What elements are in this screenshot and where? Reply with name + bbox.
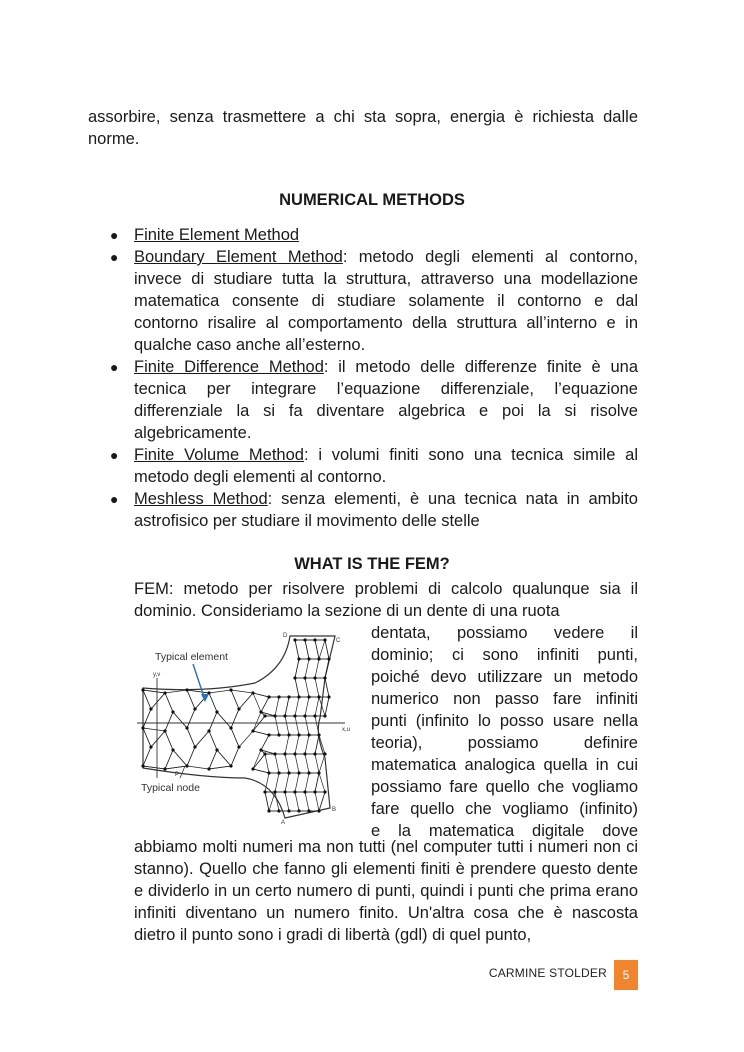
mesh-node bbox=[263, 752, 266, 755]
mesh-edge bbox=[285, 697, 289, 716]
mesh-node bbox=[297, 809, 300, 812]
mesh-edge bbox=[295, 735, 299, 754]
mesh-edge bbox=[209, 750, 217, 769]
mesh-edge bbox=[187, 690, 209, 693]
mesh-edge bbox=[315, 773, 319, 792]
label-x-axis: x,u bbox=[342, 727, 351, 733]
mesh-node bbox=[277, 771, 280, 774]
mesh-edge bbox=[325, 659, 329, 678]
mesh-edge bbox=[253, 769, 269, 773]
mesh-node bbox=[267, 771, 270, 774]
mesh-node bbox=[251, 729, 254, 732]
wrap-line: teoria), possiamo definire bbox=[371, 734, 638, 752]
method-term: Finite Element Method bbox=[134, 226, 300, 244]
mesh-node bbox=[267, 733, 270, 736]
mesh-node bbox=[273, 714, 276, 717]
mesh-node bbox=[259, 710, 262, 713]
mesh-edge bbox=[217, 750, 231, 766]
mesh-edge bbox=[305, 640, 309, 659]
wrap-line: numerico non passo fare infiniti bbox=[371, 690, 638, 708]
mesh-node bbox=[171, 748, 174, 751]
mesh-edge bbox=[275, 773, 279, 792]
fem-wrap-text bbox=[371, 622, 638, 842]
mesh-edge bbox=[143, 690, 165, 693]
method-term: Finite Difference Method bbox=[134, 358, 324, 376]
mesh-edge bbox=[143, 747, 151, 766]
mesh-edge bbox=[305, 659, 309, 678]
mesh-node bbox=[287, 771, 290, 774]
mesh-edge bbox=[305, 678, 309, 697]
mesh-node bbox=[251, 691, 254, 694]
mesh-node bbox=[251, 767, 254, 770]
methods-list bbox=[110, 224, 638, 532]
mesh-edge bbox=[305, 792, 309, 811]
corner-label-p: P bbox=[175, 772, 180, 778]
mesh-node bbox=[141, 764, 144, 767]
mesh-node bbox=[207, 767, 210, 770]
mesh-edge bbox=[325, 640, 329, 659]
method-desc: : senza elementi, è una tecnica nata in ambito astrofisico per studiare il movimento delle stelle bbox=[134, 490, 638, 530]
method-term: Finite Volume Method bbox=[134, 446, 304, 464]
fem-paragraph-top: FEM: metodo per risolvere problemi di calcolo qualunque sia il dominio. Consideriamo la sezione di un dente di una ruota bbox=[134, 580, 638, 620]
mesh-node bbox=[229, 726, 232, 729]
mesh-edge bbox=[173, 750, 187, 766]
mesh-edge bbox=[231, 690, 253, 693]
mesh-edge bbox=[305, 697, 309, 716]
bullet-icon: ● bbox=[110, 227, 119, 243]
mesh-edge bbox=[231, 709, 239, 728]
mesh-edge bbox=[285, 773, 289, 792]
bullet-icon: ● bbox=[110, 249, 119, 265]
mesh-node bbox=[163, 691, 166, 694]
mesh-edge bbox=[151, 693, 165, 709]
mesh-node bbox=[277, 809, 280, 812]
mesh-node bbox=[293, 790, 296, 793]
list-item bbox=[110, 444, 638, 488]
mesh-edge bbox=[231, 747, 239, 766]
mesh-edge bbox=[315, 754, 319, 773]
footer-author: CARMINE STOLDER bbox=[488, 966, 607, 980]
mesh-edge bbox=[319, 754, 325, 773]
mesh-edge bbox=[239, 731, 253, 747]
mesh-edge bbox=[315, 697, 319, 716]
method-desc: : i volumi finiti sono una tecnica simile al metodo degli elementi al contorno. bbox=[134, 446, 639, 486]
mesh-node bbox=[287, 809, 290, 812]
corner-label-a: A bbox=[281, 820, 286, 826]
mesh-edge bbox=[143, 728, 165, 731]
mesh-edge bbox=[165, 690, 187, 693]
mesh-node bbox=[317, 657, 320, 660]
mesh-node bbox=[303, 752, 306, 755]
mesh-edge bbox=[295, 716, 299, 735]
mesh-node bbox=[283, 790, 286, 793]
mesh-node bbox=[193, 745, 196, 748]
mesh-edge bbox=[209, 690, 231, 693]
mesh-node bbox=[297, 657, 300, 660]
mesh-edge bbox=[165, 693, 173, 712]
wrap-line: fare quello che vogliamo (infinito) bbox=[371, 800, 638, 818]
mesh-node bbox=[317, 733, 320, 736]
mesh-node bbox=[283, 752, 286, 755]
mesh-edge bbox=[187, 690, 195, 709]
mesh-node bbox=[317, 809, 320, 812]
mesh-node bbox=[273, 790, 276, 793]
mesh-node bbox=[267, 695, 270, 698]
mesh-node bbox=[293, 676, 296, 679]
mesh-edge bbox=[165, 712, 173, 731]
mesh-edge bbox=[285, 735, 289, 754]
mesh-edge bbox=[319, 773, 325, 792]
mesh-edge bbox=[253, 693, 269, 697]
wrap-line: dentata, possiamo vedere il bbox=[371, 624, 638, 642]
mesh-edge bbox=[143, 709, 151, 728]
mesh-node bbox=[171, 710, 174, 713]
mesh-edge bbox=[173, 712, 187, 728]
corner-label-b: B bbox=[332, 807, 337, 813]
mesh-edge bbox=[295, 640, 299, 659]
mesh-node bbox=[237, 745, 240, 748]
mesh-edge bbox=[253, 693, 261, 712]
mesh-node bbox=[263, 714, 266, 717]
mesh-node bbox=[149, 707, 152, 710]
mesh-edge bbox=[275, 754, 279, 773]
mesh-edge bbox=[315, 640, 319, 659]
mesh-node bbox=[303, 790, 306, 793]
bullet-icon: ● bbox=[110, 359, 119, 375]
section-heading-what-is-fem: WHAT IS THE FEM? bbox=[294, 555, 450, 573]
mesh-node bbox=[323, 676, 326, 679]
mesh-node bbox=[303, 714, 306, 717]
mesh-edge bbox=[187, 728, 195, 747]
method-term: Meshless Method bbox=[134, 490, 268, 508]
mesh-node bbox=[287, 695, 290, 698]
mesh-node bbox=[283, 714, 286, 717]
section-heading-numerical-methods: NUMERICAL METHODS bbox=[279, 191, 465, 209]
bullet-icon: ● bbox=[110, 447, 119, 463]
mesh-node bbox=[293, 638, 296, 641]
mesh-edge bbox=[275, 716, 279, 735]
mesh-edge bbox=[285, 716, 289, 735]
mesh-edge bbox=[143, 690, 151, 709]
method-desc: : il metodo delle differenze finite è una tecnica per integrare l’equazione differenziale, l’equazione differenziale la si fa diventare algebrica e poi la si risolve algebricamente. bbox=[134, 358, 638, 442]
mesh-node bbox=[313, 752, 316, 755]
mesh-node bbox=[185, 764, 188, 767]
mesh-node bbox=[273, 752, 276, 755]
mesh-edge bbox=[295, 773, 299, 792]
mesh-edge bbox=[151, 731, 165, 747]
mesh-node bbox=[163, 729, 166, 732]
mesh-edge bbox=[187, 766, 209, 769]
intro-paragraph: assorbire, senza trasmettere a chi sta sopra, energia è richiesta dalle norme. bbox=[88, 108, 638, 148]
mesh-edge bbox=[209, 693, 217, 712]
mesh-node bbox=[307, 809, 310, 812]
mesh-node bbox=[313, 790, 316, 793]
mesh-node bbox=[267, 809, 270, 812]
mesh-edge bbox=[295, 697, 299, 716]
label-typical-node: Typical node bbox=[141, 782, 200, 794]
mesh-node bbox=[303, 638, 306, 641]
mesh-node bbox=[293, 714, 296, 717]
mesh-node bbox=[327, 657, 330, 660]
mesh-node bbox=[323, 638, 326, 641]
mesh-edge bbox=[231, 728, 239, 747]
method-term: Boundary Element Method bbox=[134, 248, 343, 266]
mesh-edge bbox=[305, 754, 309, 773]
mesh-edge bbox=[265, 792, 269, 811]
mesh-node bbox=[317, 771, 320, 774]
mesh-node bbox=[327, 695, 330, 698]
mesh-edge bbox=[269, 792, 275, 811]
corner-label-d: D bbox=[283, 633, 288, 639]
mesh-node bbox=[313, 638, 316, 641]
mesh-node bbox=[207, 729, 210, 732]
label-y-axis: y,v bbox=[153, 672, 161, 678]
list-item bbox=[110, 224, 638, 246]
mesh-edge bbox=[295, 754, 299, 773]
mesh-node bbox=[215, 748, 218, 751]
corner-label-c: C bbox=[336, 638, 341, 644]
mesh-edge bbox=[239, 693, 253, 709]
mesh-edge bbox=[315, 735, 319, 754]
mesh-node bbox=[277, 695, 280, 698]
label-typical-element: Typical element bbox=[155, 651, 228, 663]
mesh-edge bbox=[305, 716, 309, 735]
mesh-node bbox=[287, 733, 290, 736]
mesh-node bbox=[237, 707, 240, 710]
mesh-edge bbox=[253, 716, 265, 731]
mesh-edge bbox=[285, 754, 289, 773]
list-item bbox=[110, 356, 638, 444]
mesh-node bbox=[323, 714, 326, 717]
mesh-edge bbox=[319, 792, 325, 811]
mesh-edge bbox=[315, 792, 319, 811]
mesh-edge bbox=[261, 735, 269, 750]
mesh-node bbox=[259, 748, 262, 751]
bullet-icon: ● bbox=[110, 491, 119, 507]
mesh-edge bbox=[315, 678, 319, 697]
mesh-node bbox=[313, 676, 316, 679]
mesh-edge bbox=[295, 659, 299, 678]
mesh-node bbox=[297, 695, 300, 698]
fem-mesh-figure bbox=[135, 628, 360, 828]
mesh-node bbox=[307, 695, 310, 698]
mesh-edge bbox=[325, 678, 329, 697]
mesh-node bbox=[317, 695, 320, 698]
mesh-edge bbox=[265, 754, 269, 773]
mesh-node bbox=[229, 764, 232, 767]
mesh-edge bbox=[253, 750, 261, 769]
mesh-edge bbox=[305, 735, 309, 754]
mesh-edge bbox=[305, 773, 309, 792]
node-pointer-line bbox=[180, 766, 185, 778]
mesh-edge bbox=[253, 754, 265, 769]
mesh-edge bbox=[325, 697, 329, 716]
wrap-line: possiamo fare quello che vogliamo bbox=[371, 778, 638, 796]
mesh-edge bbox=[253, 712, 261, 731]
mesh-node bbox=[323, 790, 326, 793]
mesh-node bbox=[303, 676, 306, 679]
mesh-edge bbox=[195, 731, 209, 747]
mesh-node bbox=[307, 733, 310, 736]
mesh-node bbox=[297, 733, 300, 736]
mesh-edge bbox=[275, 697, 279, 716]
mesh-node bbox=[141, 688, 144, 691]
list-item bbox=[110, 488, 638, 532]
wrap-line: matematica analogica quella in cui bbox=[371, 756, 638, 774]
mesh-edge bbox=[209, 766, 231, 769]
mesh-node bbox=[293, 752, 296, 755]
mesh-node bbox=[193, 707, 196, 710]
wrap-line: punti (infinito lo posso usare nella bbox=[371, 712, 638, 730]
mesh-edge bbox=[187, 709, 195, 728]
wrap-line: poiché devo utilizzare un metodo bbox=[371, 668, 638, 686]
mesh-edge bbox=[209, 712, 217, 731]
page-number-badge: 5 bbox=[614, 960, 638, 990]
mesh-node bbox=[149, 745, 152, 748]
mesh-edge bbox=[319, 640, 325, 659]
mesh-node bbox=[307, 657, 310, 660]
mesh-edge bbox=[187, 747, 195, 766]
mesh-node bbox=[263, 790, 266, 793]
mesh-node bbox=[229, 688, 232, 691]
mesh-edge bbox=[165, 750, 173, 769]
mesh-edge bbox=[143, 728, 151, 747]
mesh-node bbox=[277, 733, 280, 736]
list-item bbox=[110, 246, 638, 356]
mesh-edge bbox=[231, 690, 239, 709]
mesh-edge bbox=[261, 697, 269, 712]
mesh-edge bbox=[315, 659, 319, 678]
mesh-node bbox=[313, 714, 316, 717]
mesh-edge bbox=[217, 712, 231, 728]
fem-paragraph-bottom: abbiamo molti numeri ma non tutti (nel computer tutti i numeri non ci stanno). Quello che fanno gli elementi finiti è prendere questo dente e dividerlo in un certo numero di punti, quindi i punti che prima erano infiniti diventano un numero finito. Un'altra cosa che è nascosta dietro il punto sono i gradi di libertà (gdl) di quel punto, bbox=[134, 838, 638, 944]
mesh-edge bbox=[209, 731, 217, 750]
mesh-node bbox=[141, 726, 144, 729]
wrap-line: dominio; ci sono infiniti punti, bbox=[371, 646, 638, 664]
mesh-node bbox=[215, 710, 218, 713]
mesh-edge bbox=[165, 731, 173, 750]
wrap-line: e la matematica digitale dove bbox=[371, 822, 638, 840]
mesh-edge bbox=[295, 678, 299, 697]
mesh-edge bbox=[253, 731, 269, 735]
mesh-node bbox=[163, 767, 166, 770]
mesh-node bbox=[185, 688, 188, 691]
method-desc: : metodo degli elementi al contorno, invece di studiare tutta la struttura, attraverso una modellazione matematica consente di studiare solamente il contorno e dal contorno risalire al comportamento della struttura all’interno e in qualche caso anche all’esterno. bbox=[134, 248, 638, 354]
mesh-node bbox=[307, 771, 310, 774]
mesh-node bbox=[185, 726, 188, 729]
mesh-node bbox=[323, 752, 326, 755]
mesh-edge bbox=[295, 792, 299, 811]
mesh-edge bbox=[285, 792, 289, 811]
mesh-node bbox=[297, 771, 300, 774]
